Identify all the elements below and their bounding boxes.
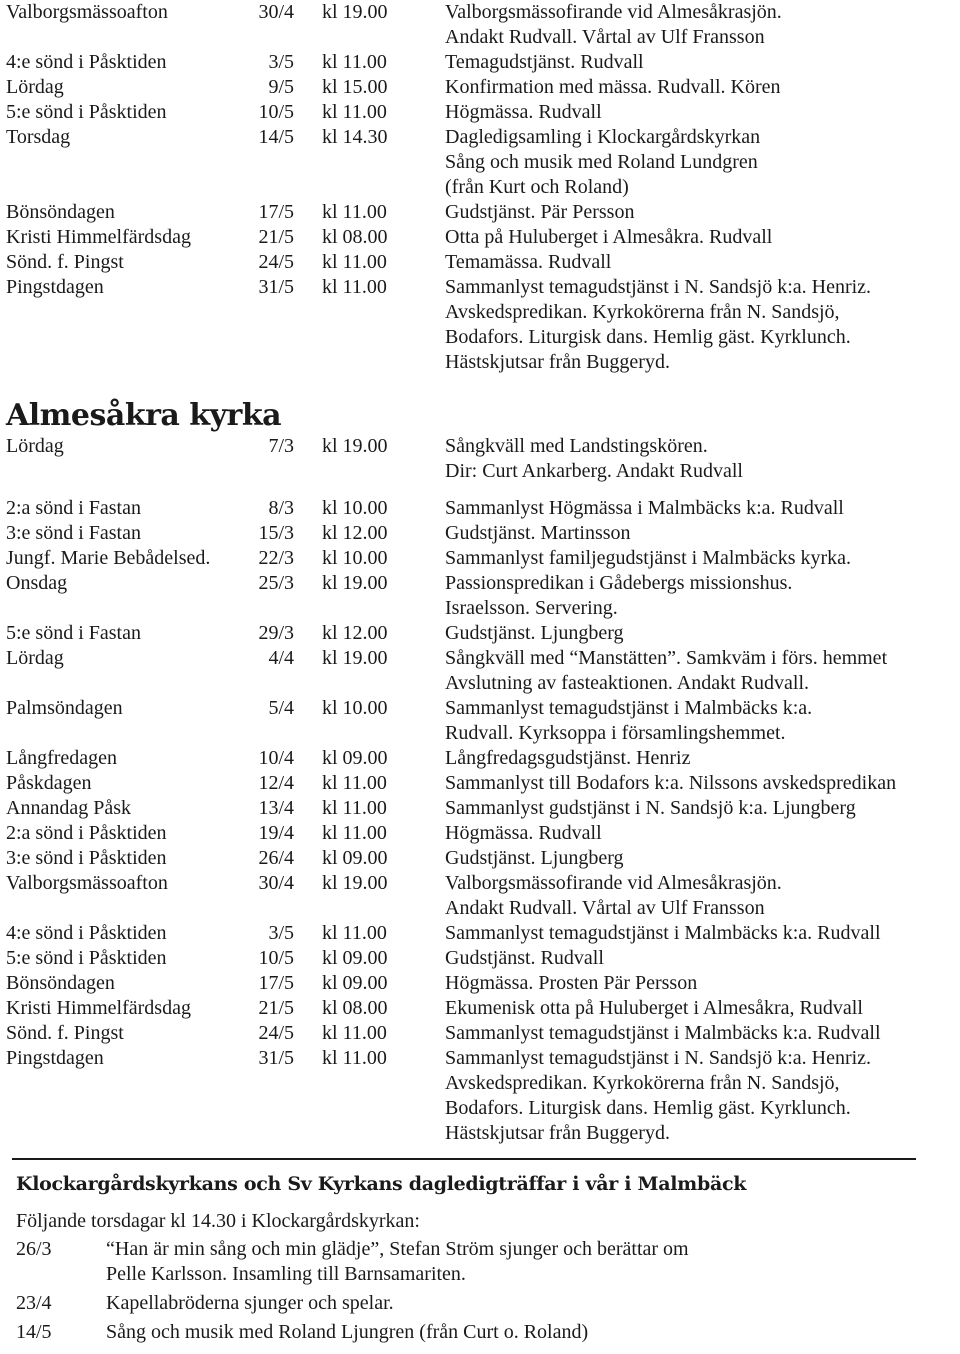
- schedule-date: 24/5: [258, 1022, 294, 1044]
- schedule-row: [0, 434, 960, 484]
- schedule-date: 8/3: [268, 497, 294, 519]
- schedule-date: 21/5: [258, 226, 294, 248]
- schedule-time: kl 08.00: [322, 997, 388, 1019]
- schedule-row: [0, 821, 960, 846]
- schedule-day: Valborgsmässoafton: [6, 1, 168, 23]
- schedule-day: Lördag: [6, 435, 64, 457]
- schedule-day: 5:e sönd i Påsktiden: [6, 101, 167, 123]
- schedule-time: kl 19.00: [322, 647, 388, 669]
- schedule-day: Pingstdagen: [6, 276, 104, 298]
- schedule-row: [0, 50, 960, 75]
- schedule-row: [0, 125, 960, 200]
- schedule-date: 7/3: [268, 435, 294, 457]
- schedule-day: Sönd. f. Pingst: [6, 251, 124, 273]
- schedule-day: 3:e sönd i Fastan: [6, 522, 141, 544]
- schedule-row: [0, 200, 960, 225]
- schedule-time: kl 10.00: [322, 497, 388, 519]
- schedule-description: Bodafors. Liturgisk dans. Hemlig gäst. Kyrklunch.: [445, 326, 851, 348]
- note-text: Pelle Karlsson. Insamling till Barnsamariten.: [106, 1263, 466, 1285]
- schedule-date: 29/3: [258, 622, 294, 644]
- schedule-description: Högmässa. Rudvall: [445, 101, 602, 123]
- schedule-day: 4:e sönd i Påsktiden: [6, 51, 167, 73]
- schedule-time: kl 09.00: [322, 847, 388, 869]
- schedule-description: Avskedspredikan. Kyrkokörerna från N. Sandsjö,: [445, 301, 840, 323]
- schedule-time: kl 12.00: [322, 522, 388, 544]
- schedule-row: [0, 621, 960, 646]
- schedule-row: [0, 521, 960, 546]
- schedule-date: 9/5: [268, 76, 294, 98]
- schedule-time: kl 19.00: [322, 872, 388, 894]
- schedule-day: Palmsöndagen: [6, 697, 123, 719]
- schedule-day: Valborgsmässoafton: [6, 872, 168, 894]
- schedule-description: Sammanlyst till Bodafors k:a. Nilssons avskedspredikan: [445, 772, 897, 794]
- schedule-description: Avskedspredikan. Kyrkokörerna från N. Sandsjö,: [445, 1072, 840, 1094]
- schedule-description: Gudstjänst. Ljungberg: [445, 622, 624, 644]
- schedule-date: 10/5: [258, 947, 294, 969]
- schedule-time: kl 11.00: [322, 922, 387, 944]
- schedule-day: Lördag: [6, 76, 64, 98]
- note-item: [0, 1320, 960, 1345]
- schedule-row: [0, 546, 960, 571]
- schedule-day: Kristi Himmelfärdsdag: [6, 997, 191, 1019]
- schedule-day: 5:e sönd i Fastan: [6, 622, 141, 644]
- schedule-description: Dagledigsamling i Klockargårdskyrkan: [445, 126, 761, 148]
- schedule-date: 19/4: [258, 822, 294, 844]
- schedule-description: Sammanlyst temagudstjänst i N. Sandsjö k:a. Henriz.: [445, 1047, 872, 1069]
- schedule-time: kl 09.00: [322, 972, 388, 994]
- schedule-time: kl 12.00: [322, 622, 388, 644]
- schedule-time: kl 10.00: [322, 547, 388, 569]
- schedule-description: Ekumenisk otta på Huluberget i Almesåkra, Rudvall: [445, 997, 863, 1019]
- schedule-description: Långfredagsgudstjänst. Henriz: [445, 747, 691, 769]
- schedule-description: Sammanlyst gudstjänst i N. Sandsjö k:a. Ljungberg: [445, 797, 856, 819]
- schedule-date: 31/5: [258, 1047, 294, 1069]
- schedule-description: Gudstjänst. Rudvall: [445, 947, 604, 969]
- schedule-description: Andakt Rudvall. Vårtal av Ulf Fransson: [445, 897, 765, 919]
- schedule-time: kl 19.00: [322, 572, 388, 594]
- schedule-description: Sångkväll med “Manstätten”. Samkväm i förs. hemmet: [445, 647, 888, 669]
- schedule-time: kl 19.00: [322, 435, 388, 457]
- schedule-time: kl 11.00: [322, 1022, 387, 1044]
- schedule-row: [0, 250, 960, 275]
- schedule-row: [0, 225, 960, 250]
- schedule-day: Sönd. f. Pingst: [6, 1022, 124, 1044]
- schedule-row: [0, 1021, 960, 1046]
- schedule-row: [0, 796, 960, 821]
- schedule-description: Israelsson. Servering.: [445, 597, 618, 619]
- schedule-row: [0, 971, 960, 996]
- schedule-time: kl 11.00: [322, 251, 387, 273]
- schedule-date: 26/4: [258, 847, 294, 869]
- schedule-time: kl 19.00: [322, 1, 388, 23]
- schedule-day: Kristi Himmelfärdsdag: [6, 226, 191, 248]
- schedule-description: Sammanlyst temagudstjänst i Malmbäcks k:a. Rudvall: [445, 922, 881, 944]
- schedule-row: [0, 1046, 960, 1146]
- schedule-day: 2:a sönd i Fastan: [6, 497, 141, 519]
- schedule-time: kl 11.00: [322, 51, 387, 73]
- note-text: Kapellabröderna sjunger och spelar.: [106, 1292, 394, 1314]
- schedule-description: Sammanlyst temagudstjänst i Malmbäcks k:a.: [445, 697, 813, 719]
- schedule-day: 3:e sönd i Påsktiden: [6, 847, 167, 869]
- schedule-row: [0, 696, 960, 746]
- schedule-day: Pingstdagen: [6, 1047, 104, 1069]
- schedule-row: [0, 275, 960, 375]
- schedule-description: Gudstjänst. Martinsson: [445, 522, 631, 544]
- note-date: 14/5: [16, 1321, 52, 1343]
- schedule-description: Bodafors. Liturgisk dans. Hemlig gäst. Kyrklunch.: [445, 1097, 851, 1119]
- schedule-date: 15/3: [258, 522, 294, 544]
- schedule-date: 10/5: [258, 101, 294, 123]
- section-title: Almesåkra kyrka: [6, 398, 282, 433]
- schedule-description: Dir: Curt Ankarberg. Andakt Rudvall: [445, 460, 743, 482]
- schedule-description: (från Kurt och Roland): [445, 176, 629, 198]
- schedule-day: Torsdag: [6, 126, 71, 148]
- schedule-time: kl 11.00: [322, 797, 387, 819]
- schedule-row: [0, 771, 960, 796]
- schedule-date: 17/5: [258, 972, 294, 994]
- schedule-row: [0, 846, 960, 871]
- schedule-time: kl 11.00: [322, 276, 387, 298]
- schedule-description: Temagudstjänst. Rudvall: [445, 51, 644, 73]
- schedule-description: Sammanlyst temagudstjänst i Malmbäcks k:a. Rudvall: [445, 1022, 881, 1044]
- schedule-description: Gudstjänst. Ljungberg: [445, 847, 624, 869]
- note-item: [0, 1291, 960, 1316]
- note-date: 23/4: [16, 1292, 52, 1314]
- schedule-description: Avslutning av fasteaktionen. Andakt Rudvall.: [445, 672, 810, 694]
- schedule-description: Högmässa. Prosten Pär Persson: [445, 972, 698, 994]
- schedule-row: [0, 571, 960, 621]
- schedule-date: 31/5: [258, 276, 294, 298]
- schedule-day: Långfredagen: [6, 747, 118, 769]
- note-date: 26/3: [16, 1238, 52, 1260]
- schedule-description: Hästskjutsar från Buggeryd.: [445, 1122, 670, 1144]
- schedule-description: Passionspredikan i Gådebergs missionshus.: [445, 572, 793, 594]
- schedule-description: Valborgsmässofirande vid Almesåkrasjön.: [445, 872, 782, 894]
- schedule-day: Bönsöndagen: [6, 201, 115, 223]
- schedule-row: [0, 75, 960, 100]
- schedule-date: 30/4: [258, 1, 294, 23]
- schedule-time: kl 10.00: [322, 697, 388, 719]
- schedule-time: kl 09.00: [322, 947, 388, 969]
- note-text: Sång och musik med Roland Ljungren (från Curt o. Roland): [106, 1321, 589, 1343]
- schedule-time: kl 11.00: [322, 201, 387, 223]
- schedule-description: Sammanlyst familjegudstjänst i Malmbäcks kyrka.: [445, 547, 852, 569]
- schedule-description: Sångkväll med Landstingskören.: [445, 435, 708, 457]
- schedule-description: Temamässa. Rudvall: [445, 251, 612, 273]
- schedule-description: Otta på Huluberget i Almesåkra. Rudvall: [445, 226, 773, 248]
- schedule-description: Gudstjänst. Pär Persson: [445, 201, 635, 223]
- schedule-description: Valborgsmässofirande vid Almesåkrasjön.: [445, 1, 782, 23]
- schedule-day: 5:e sönd i Påsktiden: [6, 947, 167, 969]
- schedule-description: Sammanlyst Högmässa i Malmbäcks k:a. Rudvall: [445, 497, 844, 519]
- schedule-description: Högmässa. Rudvall: [445, 822, 602, 844]
- bottom-intro: Följande torsdagar kl 14.30 i Klockargårdskyrkan:: [16, 1210, 420, 1232]
- schedule-day: Bönsöndagen: [6, 972, 115, 994]
- note-text: “Han är min sång och min glädje”, Stefan Ström sjunger och berättar om: [106, 1238, 689, 1260]
- schedule-time: kl 09.00: [322, 747, 388, 769]
- schedule-time: kl 14.30: [322, 126, 388, 148]
- schedule-time: kl 11.00: [322, 772, 387, 794]
- divider-rule: [12, 1158, 916, 1160]
- schedule-date: 25/3: [258, 572, 294, 594]
- schedule-description: Rudvall. Kyrksoppa i församlingshemmet.: [445, 722, 786, 744]
- schedule-row: [0, 746, 960, 771]
- schedule-row: [0, 100, 960, 125]
- schedule-day: Jungf. Marie Bebådelsed.: [6, 547, 211, 569]
- schedule-row: [0, 996, 960, 1021]
- schedule-date: 24/5: [258, 251, 294, 273]
- schedule-day: Påskdagen: [6, 772, 92, 794]
- schedule-row: [0, 871, 960, 921]
- schedule-date: 10/4: [258, 747, 294, 769]
- schedule-day: Onsdag: [6, 572, 68, 594]
- schedule-date: 17/5: [258, 201, 294, 223]
- schedule-day: Annandag Påsk: [6, 797, 131, 819]
- schedule-date: 14/5: [258, 126, 294, 148]
- schedule-description: Sammanlyst temagudstjänst i N. Sandsjö k:a. Henriz.: [445, 276, 872, 298]
- schedule-row: [0, 921, 960, 946]
- schedule-day: Lördag: [6, 647, 64, 669]
- schedule-date: 21/5: [258, 997, 294, 1019]
- schedule-time: kl 11.00: [322, 101, 387, 123]
- schedule-row: [0, 0, 960, 50]
- schedule-row: [0, 946, 960, 971]
- schedule-day: 2:a sönd i Påsktiden: [6, 822, 167, 844]
- schedule-date: 30/4: [258, 872, 294, 894]
- schedule-row: [0, 496, 960, 521]
- note-item: [0, 1237, 960, 1287]
- schedule-date: 3/5: [268, 51, 294, 73]
- schedule-date: 3/5: [268, 922, 294, 944]
- schedule-date: 4/4: [268, 647, 294, 669]
- schedule-day: 4:e sönd i Påsktiden: [6, 922, 167, 944]
- schedule-time: kl 15.00: [322, 76, 388, 98]
- schedule-date: 22/3: [258, 547, 294, 569]
- schedule-row: [0, 646, 960, 696]
- bottom-title: Klockargårdskyrkans och Sv Kyrkans dagledigträffar i vår i Malmbäck: [16, 1173, 747, 1195]
- schedule-date: 13/4: [258, 797, 294, 819]
- schedule-description: Konfirmation med mässa. Rudvall. Kören: [445, 76, 781, 98]
- schedule-description: Hästskjutsar från Buggeryd.: [445, 351, 670, 373]
- schedule-date: 12/4: [258, 772, 294, 794]
- schedule-time: kl 08.00: [322, 226, 388, 248]
- schedule-time: kl 11.00: [322, 822, 387, 844]
- schedule-description: Andakt Rudvall. Vårtal av Ulf Fransson: [445, 26, 765, 48]
- schedule-time: kl 11.00: [322, 1047, 387, 1069]
- schedule-date: 5/4: [268, 697, 294, 719]
- schedule-description: Sång och musik med Roland Lundgren: [445, 151, 758, 173]
